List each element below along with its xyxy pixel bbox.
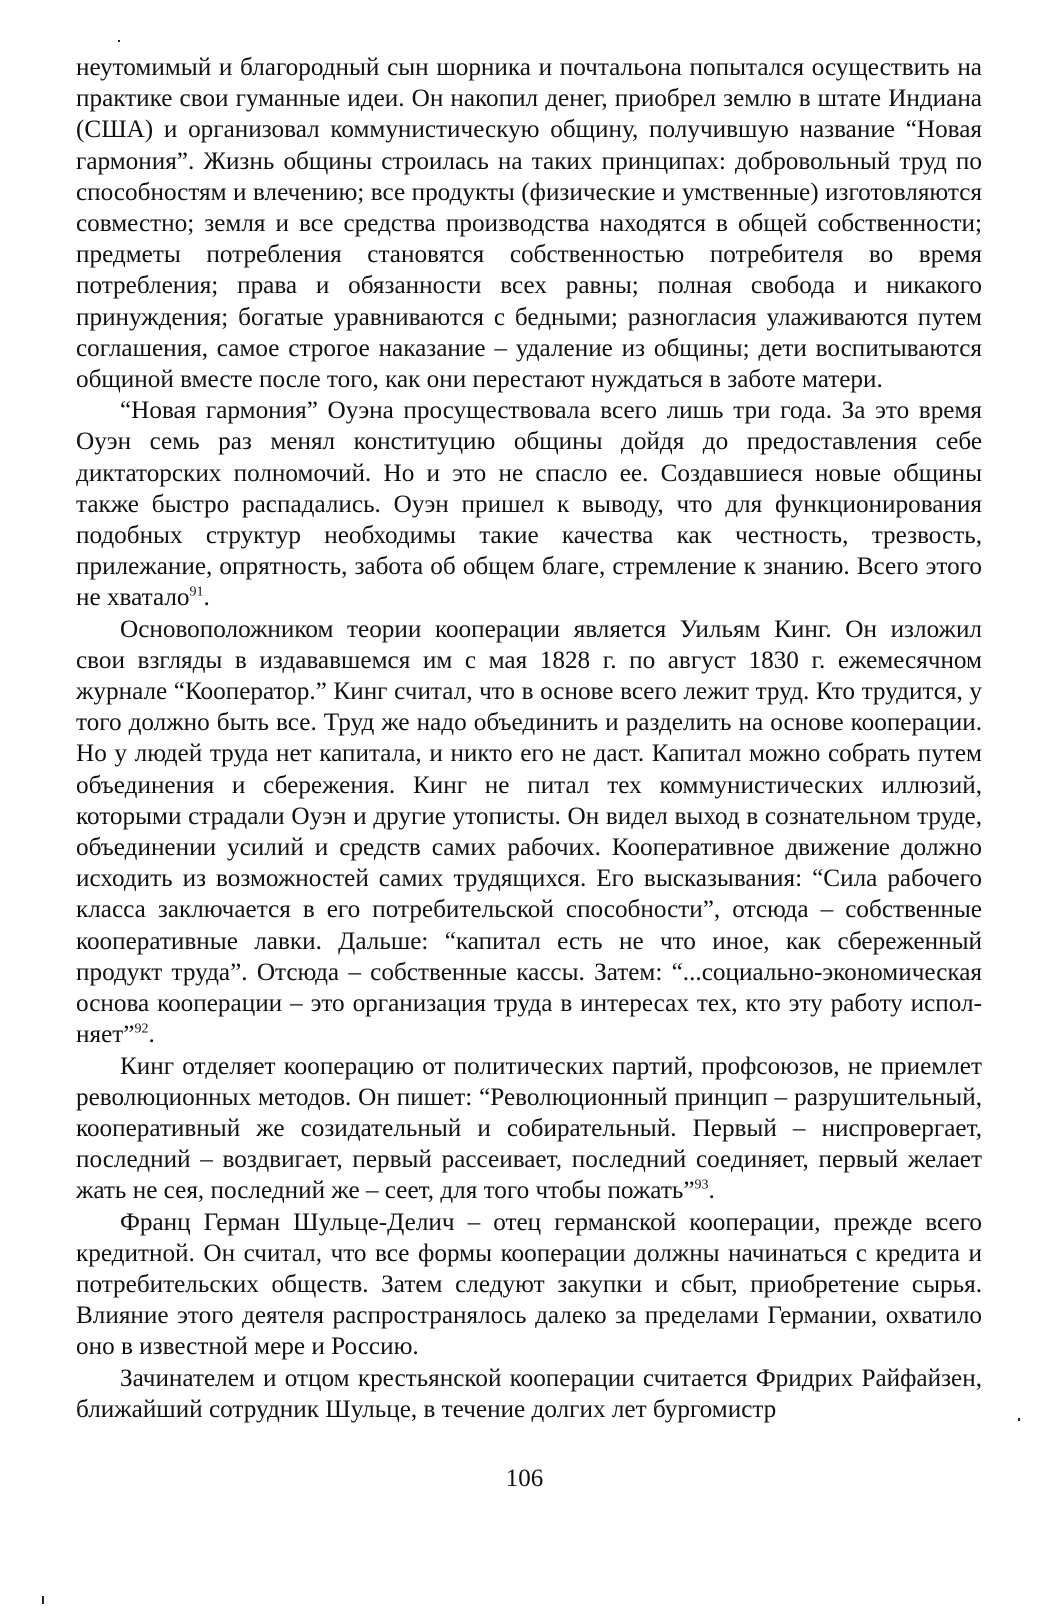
paragraph-3-text: Основоположником теории кооперации является Уильям Кинг. Он изложил свои взгляды в издававшемся им с мая 1828 г. по август 1830 г. ежемесячном журнале “Кооператор.” Кинг считал, что в основе всего лежит труд. Кто трудится, у того должно быть все. Труд же надо объединить и разделить на основе кооперации. Но у людей труда нет капитала, и никто его не даст. Капитал можно собрать путем объединения и сбережения. Кинг не питал тех коммунистических иллюзий, которыми страдали Оуэн и другие утописты. Он видел выход в сознательном труде, объединении усилий и средств самих рабочих. Кооперативное движение должно исходить из возможностей самих трудящихся. Его высказывания: “Сила рабочего класса заключается в его потребительской способности”, отсюда – собственные кооперативные лавки. Дальше: “капитал есть не что иное, как сбереженный продукт труда”. Отсюда – собственные кассы. Затем: “...социально-экономическая основа кооперации – это организация труда в интересах тех, кто эту работу исполняет” bbox=[76, 615, 982, 1049]
paragraph-6 bbox=[76, 1363, 982, 1425]
paragraph-6-text: Зачинателем и отцом крестьянской кооперации считается Фридрих Райфайзен, ближайший сотрудник Шульце, в течение долгих лет бургомистр bbox=[76, 1364, 982, 1423]
page-body bbox=[76, 52, 982, 1425]
paragraph-2-text: “Новая гармония” Оуэна просуществовала всего лишь три года. За это время Оуэн семь раз менял конституцию общины дойдя до предоставления себе диктаторских полномочий. Но и это не спасло ее. Создавшиеся новые общины также быстро распадались. Оуэн пришел к выводу, что для функционирования подобных структур необходимы такие качества как честность, трезвость, прилежание, опрятность, забота об общем благе, стремление к знанию. Всего этого не хватало bbox=[76, 397, 982, 612]
scan-speck-right bbox=[1018, 1418, 1020, 1421]
paragraph-4-end: . bbox=[708, 1177, 715, 1205]
paragraph-5-text: Франц Герман Шульце-Делич – отец германской кооперации, прежде всего кредитной. Он считал, что все формы кооперации должны начинаться с кредита и потребительских обществ. Затем следуют закупки и сбыт, приобретение сырья. Влияние этого деятеля распространялось далеко за пределами Германии, охватило оно в известной мере и Россию. bbox=[76, 1208, 982, 1361]
page-number: 106 bbox=[505, 1465, 544, 1492]
paragraph-1-text: неутомимый и благородный сын шорника и почтальона попытался осуществить на практике свои гуманные идеи. Он накопил денег, приобрел землю в штате Индиана (США) и организовал коммунистическую общину, получившую название “Новая гармония”. Жизнь общины строилась на таких принципах: добровольный труд по способностям и влечению; все продукты (физические и умственные) изготовляются совместно; земля и все средства производства находятся в общей собственности; предметы потребления становятся собственностью потребителя во время потребления; права и обязанности всех равны; полная свобода и никакого принуждения; богатые уравниваются с бедными; разногласия улаживаются путем соглашения, самое строгое наказание – удаление из общины; дети воспитываются общиной вместе после того, как они перестают нуждаться в заботе матери. bbox=[76, 54, 982, 394]
scan-speck-bottom bbox=[42, 1596, 44, 1604]
paragraph-2-end: . bbox=[203, 584, 210, 612]
footnote-ref-93: 93 bbox=[694, 1177, 709, 1193]
footnote-ref-92: 92 bbox=[134, 1021, 149, 1037]
scan-speck-top bbox=[118, 40, 120, 42]
paragraph-4 bbox=[76, 1051, 982, 1207]
footnote-ref-91: 91 bbox=[189, 585, 204, 601]
paragraph-3 bbox=[76, 614, 982, 1051]
paragraph-5 bbox=[76, 1207, 982, 1363]
paragraph-3-end: . bbox=[148, 1021, 155, 1049]
paragraph-2 bbox=[76, 395, 982, 613]
paragraph-1 bbox=[76, 52, 982, 395]
paragraph-4-text: Кинг отделяет кооперацию от политических партий, профсоюзов, не приемлет революционных методов. Он пишет: “Революционный принцип – разрушительный, кооперативный же созидательный и собирательный. Первый – ниспровергает, последний – воздвигает, первый рассеивает, последний соединяет, первый желает жать не сея, последний же – сеет, для того чтобы пожать” bbox=[76, 1052, 982, 1205]
